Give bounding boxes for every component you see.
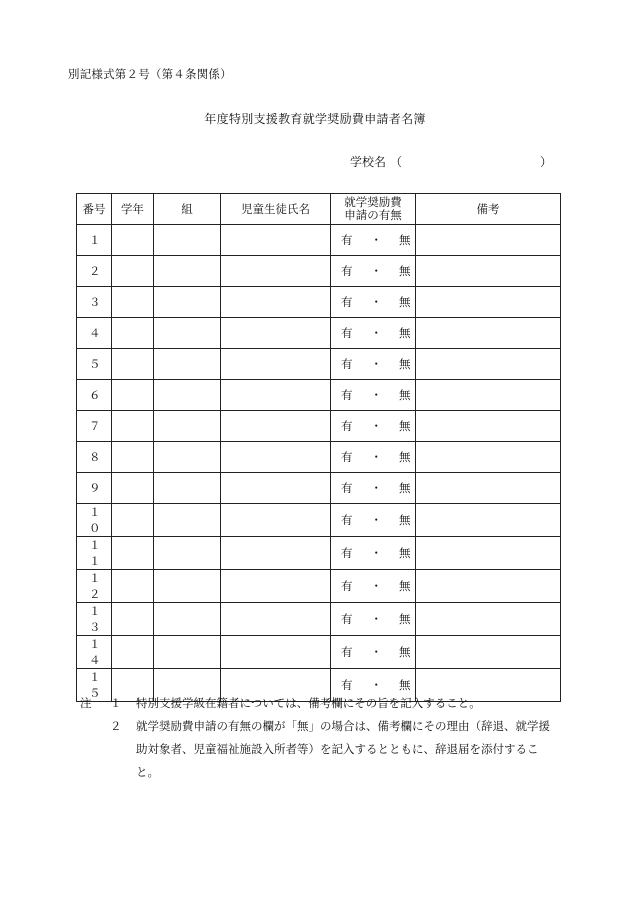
option-yes[interactable]: 有 (341, 450, 353, 464)
remarks-cell[interactable] (416, 504, 561, 537)
class-cell[interactable] (154, 287, 221, 318)
class-cell[interactable] (154, 537, 221, 570)
option-separator: ・ (370, 513, 382, 527)
header-application-line2: 申請の有無 (344, 208, 402, 222)
class-cell[interactable] (154, 349, 221, 380)
class-cell[interactable] (154, 256, 221, 287)
document-title: 年度特別支援教育就学奨励費申請者名簿 (204, 112, 426, 126)
header-student-name: 児童生徒氏名 (221, 194, 331, 225)
remarks-cell[interactable] (416, 380, 561, 411)
option-yes[interactable]: 有 (341, 388, 353, 402)
option-no[interactable]: 無 (399, 481, 411, 495)
application-status-cell (331, 570, 416, 603)
option-yes[interactable]: 有 (341, 579, 353, 593)
remarks-cell[interactable] (416, 287, 561, 318)
application-status-cell (331, 318, 416, 349)
option-separator: ・ (370, 481, 382, 495)
class-cell[interactable] (154, 570, 221, 603)
option-yes[interactable]: 有 (341, 357, 353, 371)
option-yes[interactable]: 有 (341, 481, 353, 495)
row-number: １２ (77, 570, 112, 603)
table-row (77, 473, 561, 504)
option-no[interactable]: 無 (399, 513, 411, 527)
student-name-cell[interactable] (221, 570, 331, 603)
grade-cell[interactable] (112, 349, 154, 380)
table-row (77, 442, 561, 473)
table-header-row (77, 194, 561, 225)
class-cell[interactable] (154, 318, 221, 349)
remarks-cell[interactable] (416, 318, 561, 349)
note-number: １ (110, 696, 122, 710)
row-number: ６ (77, 380, 112, 411)
student-name-cell[interactable] (221, 603, 331, 636)
row-number: １１ (77, 537, 112, 570)
table-row (77, 380, 561, 411)
option-separator: ・ (370, 233, 382, 247)
option-yes[interactable]: 有 (341, 419, 353, 433)
class-cell[interactable] (154, 411, 221, 442)
grade-cell[interactable] (112, 442, 154, 473)
grade-cell[interactable] (112, 256, 154, 287)
option-separator: ・ (370, 678, 382, 692)
applicant-roster-table (76, 193, 561, 702)
table-row (77, 287, 561, 318)
option-no[interactable]: 無 (399, 264, 411, 278)
row-number: ８ (77, 442, 112, 473)
remarks-cell[interactable] (416, 473, 561, 504)
application-status-cell (331, 636, 416, 669)
option-separator: ・ (370, 264, 382, 278)
application-status-cell (331, 473, 416, 504)
note-item (80, 715, 560, 784)
grade-cell[interactable] (112, 225, 154, 256)
grade-cell[interactable] (112, 636, 154, 669)
option-no[interactable]: 無 (399, 388, 411, 402)
school-name-line (350, 153, 553, 170)
row-number: １ (77, 225, 112, 256)
student-name-cell[interactable] (221, 473, 331, 504)
table-row (77, 603, 561, 636)
option-separator: ・ (370, 450, 382, 464)
option-no[interactable]: 無 (399, 419, 411, 433)
row-number: ７ (77, 411, 112, 442)
application-status-cell (331, 411, 416, 442)
option-yes[interactable]: 有 (341, 513, 353, 527)
option-separator: ・ (370, 645, 382, 659)
option-yes[interactable]: 有 (341, 678, 353, 692)
student-name-cell[interactable] (221, 380, 331, 411)
table-row (77, 256, 561, 287)
table-row (77, 318, 561, 349)
option-yes[interactable]: 有 (341, 264, 353, 278)
remarks-cell[interactable] (416, 603, 561, 636)
application-status-cell (331, 349, 416, 380)
option-separator: ・ (370, 326, 382, 340)
remarks-cell[interactable] (416, 537, 561, 570)
option-separator: ・ (370, 579, 382, 593)
student-name-cell[interactable] (221, 442, 331, 473)
header-application-line1: 就学奨励費 (344, 195, 402, 209)
class-cell[interactable] (154, 473, 221, 504)
class-cell[interactable] (154, 603, 221, 636)
row-number: ９ (77, 473, 112, 504)
note-text: 特別支援学級在籍者については、備考欄にその旨を記入すること。 (136, 696, 481, 710)
application-status-cell (331, 287, 416, 318)
option-no[interactable]: 無 (399, 612, 411, 626)
grade-cell[interactable] (112, 570, 154, 603)
grade-cell[interactable] (112, 411, 154, 442)
option-no[interactable]: 無 (399, 295, 411, 309)
student-name-cell[interactable] (221, 318, 331, 349)
option-no[interactable]: 無 (399, 233, 411, 247)
option-no[interactable]: 無 (399, 450, 411, 464)
class-cell[interactable] (154, 442, 221, 473)
note-text: 就学奨励費申請の有無の欄が「無」の場合は、備考欄にその理由（辞退、就学援助対象者、児童福祉施設入所者等）を記入するとともに、辞退届を添付すること。 (136, 719, 550, 779)
class-cell[interactable] (154, 380, 221, 411)
grade-cell[interactable] (112, 287, 154, 318)
option-no[interactable]: 無 (399, 645, 411, 659)
student-name-cell[interactable] (221, 349, 331, 380)
application-status-cell (331, 603, 416, 636)
remarks-cell[interactable] (416, 411, 561, 442)
class-cell[interactable] (154, 636, 221, 669)
header-class: 組 (154, 194, 221, 225)
table-row (77, 570, 561, 603)
header-remarks: 備考 (416, 194, 561, 225)
option-yes[interactable]: 有 (341, 295, 353, 309)
table-row (77, 537, 561, 570)
remarks-cell[interactable] (416, 349, 561, 380)
row-number: ４ (77, 318, 112, 349)
form-label: 別記様式第２号（第４条関係） (68, 67, 232, 81)
option-separator: ・ (370, 419, 382, 433)
option-separator: ・ (370, 546, 382, 560)
option-no[interactable]: 無 (399, 678, 411, 692)
option-separator: ・ (370, 388, 382, 402)
option-separator: ・ (370, 612, 382, 626)
application-status-cell (331, 537, 416, 570)
note-number: ２ (110, 719, 122, 733)
student-name-cell[interactable] (221, 287, 331, 318)
row-number: １０ (77, 504, 112, 537)
student-name-cell[interactable] (221, 504, 331, 537)
grade-cell[interactable] (112, 380, 154, 411)
remarks-cell[interactable] (416, 636, 561, 669)
school-name-paren-close: ） (540, 155, 553, 169)
table-row (77, 411, 561, 442)
option-yes[interactable]: 有 (341, 326, 353, 340)
row-number: ５ (77, 349, 112, 380)
student-name-cell[interactable] (221, 256, 331, 287)
notes-section (80, 692, 560, 784)
option-yes[interactable]: 有 (341, 645, 353, 659)
school-name-paren-open: （ (390, 155, 403, 169)
table-row (77, 636, 561, 669)
grade-cell[interactable] (112, 318, 154, 349)
row-number: １５ (77, 669, 112, 702)
grade-cell[interactable] (112, 473, 154, 504)
header-grade: 学年 (112, 194, 154, 225)
student-name-cell[interactable] (221, 225, 331, 256)
application-status-cell (331, 256, 416, 287)
option-no[interactable]: 無 (399, 357, 411, 371)
option-no[interactable]: 無 (399, 546, 411, 560)
option-yes[interactable]: 有 (341, 233, 353, 247)
remarks-cell[interactable] (416, 442, 561, 473)
application-status-cell (331, 225, 416, 256)
application-status-cell (331, 504, 416, 537)
class-cell[interactable] (154, 504, 221, 537)
application-status-cell (331, 442, 416, 473)
student-name-cell[interactable] (221, 636, 331, 669)
class-cell[interactable] (154, 225, 221, 256)
table-row (77, 504, 561, 537)
header-number: 番号 (77, 194, 112, 225)
row-number: ３ (77, 287, 112, 318)
option-no[interactable]: 無 (399, 326, 411, 340)
grade-cell[interactable] (112, 537, 154, 570)
option-yes[interactable]: 有 (341, 546, 353, 560)
table-row (77, 349, 561, 380)
remarks-cell[interactable] (416, 570, 561, 603)
row-number: １４ (77, 636, 112, 669)
table-row (77, 225, 561, 256)
option-yes[interactable]: 有 (341, 612, 353, 626)
grade-cell[interactable] (112, 504, 154, 537)
option-no[interactable]: 無 (399, 579, 411, 593)
note-item (80, 692, 560, 715)
school-name-label: 学校名 (350, 155, 387, 169)
student-name-cell[interactable] (221, 537, 331, 570)
row-number: １３ (77, 603, 112, 636)
option-separator: ・ (370, 357, 382, 371)
option-separator: ・ (370, 295, 382, 309)
grade-cell[interactable] (112, 603, 154, 636)
student-name-cell[interactable] (221, 411, 331, 442)
header-application-status (331, 194, 416, 225)
remarks-cell[interactable] (416, 225, 561, 256)
row-number: ２ (77, 256, 112, 287)
remarks-cell[interactable] (416, 256, 561, 287)
notes-prefix: 注 (80, 696, 92, 710)
application-status-cell (331, 380, 416, 411)
